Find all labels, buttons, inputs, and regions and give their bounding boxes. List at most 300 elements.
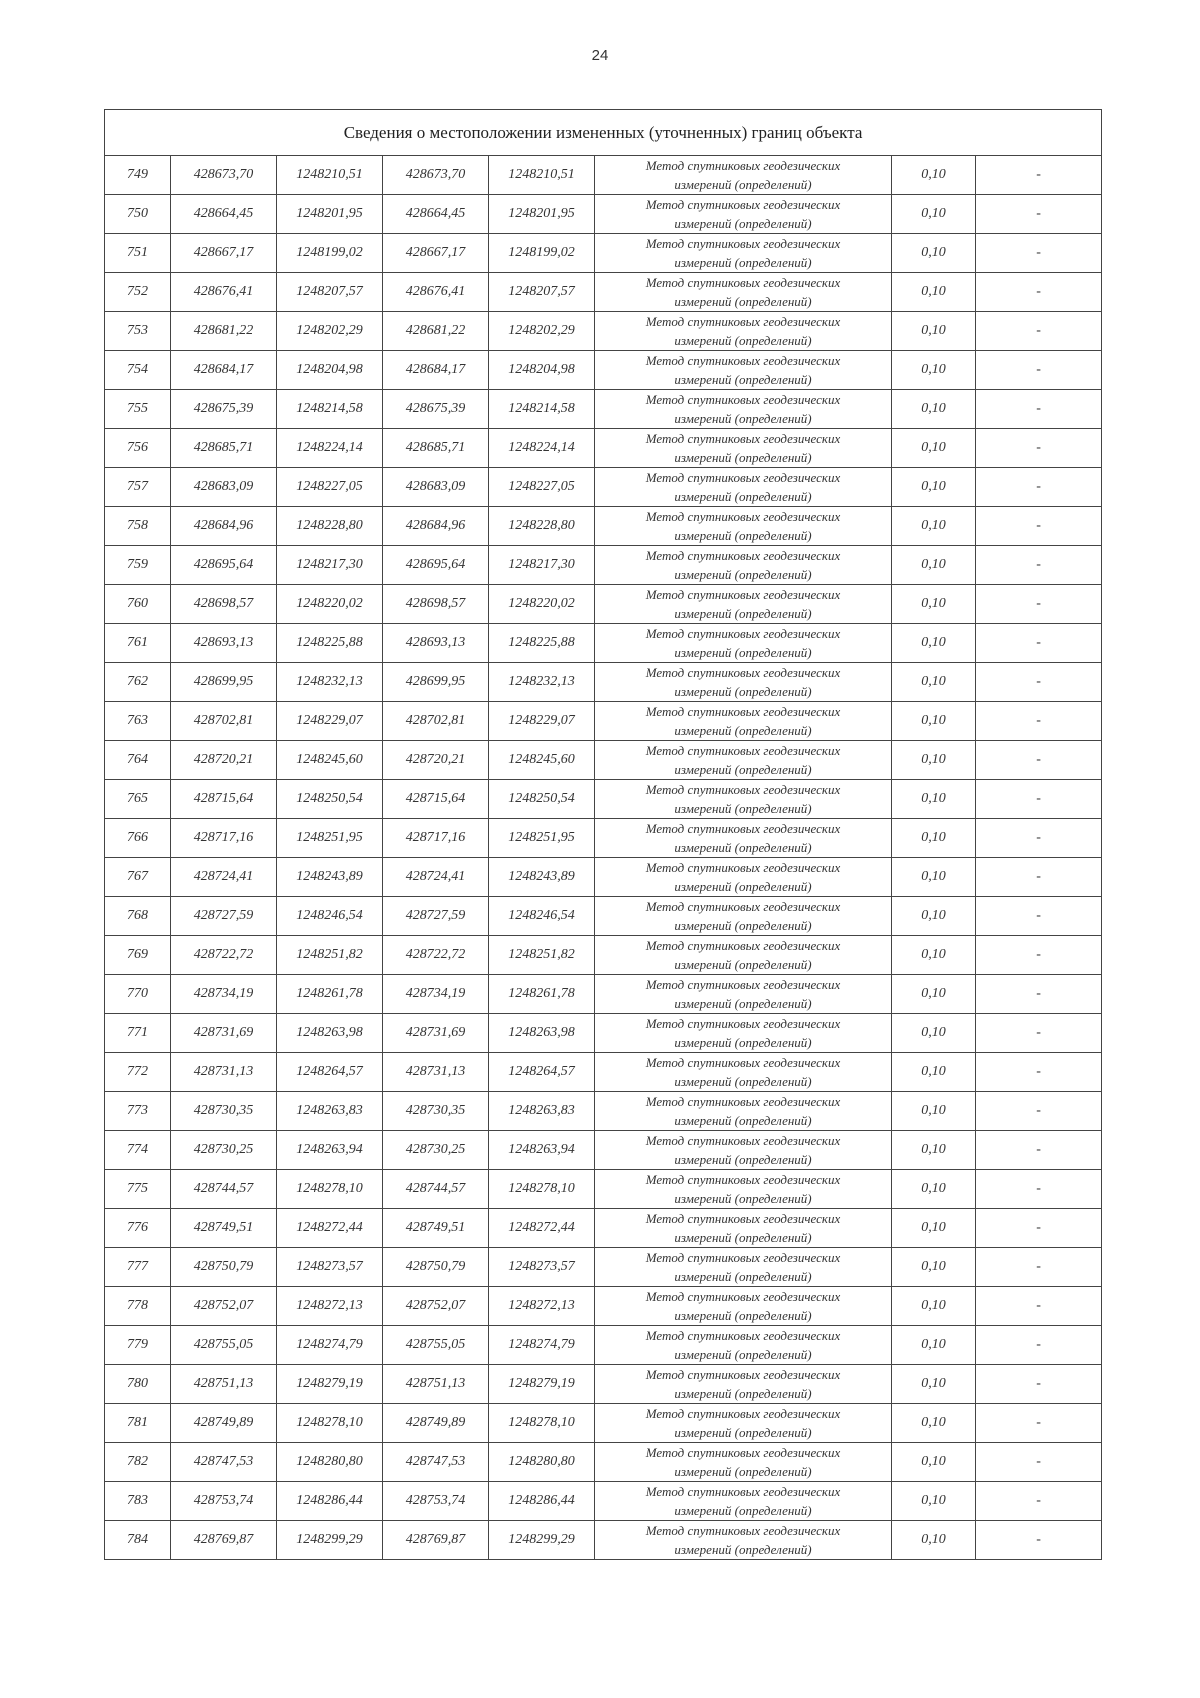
accuracy-cell: 0,10 bbox=[892, 858, 976, 897]
existing-x-cell: 428685,71 bbox=[171, 429, 277, 468]
description-cell: - bbox=[976, 1131, 1102, 1170]
new-y-cell: 1248263,94 bbox=[489, 1131, 595, 1170]
accuracy-cell: 0,10 bbox=[892, 1521, 976, 1560]
existing-x-cell: 428675,39 bbox=[171, 390, 277, 429]
method-cell bbox=[595, 1404, 892, 1443]
method-cell bbox=[595, 390, 892, 429]
existing-x-cell: 428730,25 bbox=[171, 1131, 277, 1170]
method-line-2: измерений (определений) bbox=[674, 1503, 812, 1518]
method-line-1: Метод спутниковых геодезических bbox=[645, 236, 841, 251]
method-line-2: измерений (определений) bbox=[674, 489, 812, 504]
boundary-coordinates-table bbox=[104, 109, 1102, 1560]
table-row bbox=[105, 1209, 1102, 1248]
point-number-cell: 754 bbox=[105, 351, 171, 390]
table-row bbox=[105, 156, 1102, 195]
method-line-2: измерений (определений) bbox=[674, 567, 812, 582]
point-number-cell: 771 bbox=[105, 1014, 171, 1053]
accuracy-cell: 0,10 bbox=[892, 1482, 976, 1521]
table-row bbox=[105, 936, 1102, 975]
table-row bbox=[105, 1365, 1102, 1404]
description-cell: - bbox=[976, 429, 1102, 468]
accuracy-cell: 0,10 bbox=[892, 1287, 976, 1326]
new-x-cell: 428695,64 bbox=[383, 546, 489, 585]
point-number-cell: 757 bbox=[105, 468, 171, 507]
point-number-cell: 770 bbox=[105, 975, 171, 1014]
point-number-cell: 765 bbox=[105, 780, 171, 819]
accuracy-cell: 0,10 bbox=[892, 1248, 976, 1287]
existing-y-cell: 1248214,58 bbox=[277, 390, 383, 429]
method-line-1: Метод спутниковых геодезических bbox=[645, 1172, 841, 1187]
description-cell: - bbox=[976, 1248, 1102, 1287]
existing-y-cell: 1248263,94 bbox=[277, 1131, 383, 1170]
new-x-cell: 428734,19 bbox=[383, 975, 489, 1014]
new-x-cell: 428673,70 bbox=[383, 156, 489, 195]
accuracy-cell: 0,10 bbox=[892, 897, 976, 936]
existing-x-cell: 428684,96 bbox=[171, 507, 277, 546]
method-line-1: Метод спутниковых геодезических bbox=[645, 1133, 841, 1148]
accuracy-cell: 0,10 bbox=[892, 1326, 976, 1365]
accuracy-cell: 0,10 bbox=[892, 975, 976, 1014]
table-row bbox=[105, 1014, 1102, 1053]
accuracy-cell: 0,10 bbox=[892, 507, 976, 546]
method-cell bbox=[595, 507, 892, 546]
method-cell bbox=[595, 468, 892, 507]
existing-y-cell: 1248245,60 bbox=[277, 741, 383, 780]
new-y-cell: 1248204,98 bbox=[489, 351, 595, 390]
method-cell bbox=[595, 1326, 892, 1365]
existing-x-cell: 428683,09 bbox=[171, 468, 277, 507]
description-cell: - bbox=[976, 858, 1102, 897]
point-number-cell: 761 bbox=[105, 624, 171, 663]
method-line-1: Метод спутниковых геодезических bbox=[645, 275, 841, 290]
new-x-cell: 428769,87 bbox=[383, 1521, 489, 1560]
point-number-cell: 767 bbox=[105, 858, 171, 897]
description-cell: - bbox=[976, 468, 1102, 507]
existing-y-cell: 1248232,13 bbox=[277, 663, 383, 702]
existing-x-cell: 428684,17 bbox=[171, 351, 277, 390]
new-x-cell: 428722,72 bbox=[383, 936, 489, 975]
existing-y-cell: 1248278,10 bbox=[277, 1404, 383, 1443]
method-line-2: измерений (определений) bbox=[674, 1347, 812, 1362]
table-row bbox=[105, 351, 1102, 390]
accuracy-cell: 0,10 bbox=[892, 195, 976, 234]
method-line-1: Метод спутниковых геодезических bbox=[645, 314, 841, 329]
method-line-2: измерений (определений) bbox=[674, 372, 812, 387]
method-cell bbox=[595, 351, 892, 390]
existing-x-cell: 428750,79 bbox=[171, 1248, 277, 1287]
method-line-1: Метод спутниковых геодезических bbox=[645, 548, 841, 563]
method-line-2: измерений (определений) bbox=[674, 333, 812, 348]
existing-y-cell: 1248229,07 bbox=[277, 702, 383, 741]
description-cell: - bbox=[976, 507, 1102, 546]
new-y-cell: 1248207,57 bbox=[489, 273, 595, 312]
accuracy-cell: 0,10 bbox=[892, 1014, 976, 1053]
point-number-cell: 768 bbox=[105, 897, 171, 936]
description-cell: - bbox=[976, 1053, 1102, 1092]
method-line-2: измерений (определений) bbox=[674, 255, 812, 270]
method-line-2: измерений (определений) bbox=[674, 957, 812, 972]
method-line-2: измерений (определений) bbox=[674, 411, 812, 426]
table-row bbox=[105, 624, 1102, 663]
existing-x-cell: 428730,35 bbox=[171, 1092, 277, 1131]
method-line-1: Метод спутниковых геодезических bbox=[645, 1367, 841, 1382]
table-row bbox=[105, 663, 1102, 702]
method-cell bbox=[595, 1209, 892, 1248]
existing-y-cell: 1248278,10 bbox=[277, 1170, 383, 1209]
table-row bbox=[105, 1482, 1102, 1521]
new-y-cell: 1248229,07 bbox=[489, 702, 595, 741]
existing-x-cell: 428755,05 bbox=[171, 1326, 277, 1365]
method-line-2: измерений (определений) bbox=[674, 879, 812, 894]
method-cell bbox=[595, 1248, 892, 1287]
new-x-cell: 428685,71 bbox=[383, 429, 489, 468]
method-line-2: измерений (определений) bbox=[674, 1386, 812, 1401]
point-number-cell: 774 bbox=[105, 1131, 171, 1170]
table-row bbox=[105, 273, 1102, 312]
table-row bbox=[105, 1521, 1102, 1560]
new-y-cell: 1248286,44 bbox=[489, 1482, 595, 1521]
existing-x-cell: 428753,74 bbox=[171, 1482, 277, 1521]
table-row bbox=[105, 585, 1102, 624]
existing-x-cell: 428699,95 bbox=[171, 663, 277, 702]
method-line-2: измерений (определений) bbox=[674, 1074, 812, 1089]
point-number-cell: 756 bbox=[105, 429, 171, 468]
accuracy-cell: 0,10 bbox=[892, 351, 976, 390]
existing-x-cell: 428720,21 bbox=[171, 741, 277, 780]
point-number-cell: 776 bbox=[105, 1209, 171, 1248]
description-cell: - bbox=[976, 1482, 1102, 1521]
new-y-cell: 1248261,78 bbox=[489, 975, 595, 1014]
existing-x-cell: 428667,17 bbox=[171, 234, 277, 273]
existing-x-cell: 428751,13 bbox=[171, 1365, 277, 1404]
new-x-cell: 428727,59 bbox=[383, 897, 489, 936]
new-y-cell: 1248263,98 bbox=[489, 1014, 595, 1053]
method-line-1: Метод спутниковых геодезических bbox=[645, 1016, 841, 1031]
method-line-2: измерений (определений) bbox=[674, 645, 812, 660]
accuracy-cell: 0,10 bbox=[892, 936, 976, 975]
method-cell bbox=[595, 975, 892, 1014]
point-number-cell: 780 bbox=[105, 1365, 171, 1404]
existing-y-cell: 1248201,95 bbox=[277, 195, 383, 234]
method-line-1: Метод спутниковых геодезических bbox=[645, 938, 841, 953]
new-x-cell: 428747,53 bbox=[383, 1443, 489, 1482]
new-x-cell: 428698,57 bbox=[383, 585, 489, 624]
method-cell bbox=[595, 624, 892, 663]
description-cell: - bbox=[976, 351, 1102, 390]
existing-y-cell: 1248263,98 bbox=[277, 1014, 383, 1053]
method-line-2: измерений (определений) bbox=[674, 1425, 812, 1440]
method-cell bbox=[595, 1521, 892, 1560]
existing-y-cell: 1248272,44 bbox=[277, 1209, 383, 1248]
method-cell bbox=[595, 156, 892, 195]
table-row bbox=[105, 975, 1102, 1014]
method-cell bbox=[595, 1443, 892, 1482]
table-row bbox=[105, 1170, 1102, 1209]
new-x-cell: 428750,79 bbox=[383, 1248, 489, 1287]
accuracy-cell: 0,10 bbox=[892, 1053, 976, 1092]
method-cell bbox=[595, 312, 892, 351]
method-cell bbox=[595, 1092, 892, 1131]
existing-y-cell: 1248220,02 bbox=[277, 585, 383, 624]
description-cell: - bbox=[976, 741, 1102, 780]
point-number-cell: 749 bbox=[105, 156, 171, 195]
accuracy-cell: 0,10 bbox=[892, 1092, 976, 1131]
new-y-cell: 1248273,57 bbox=[489, 1248, 595, 1287]
method-line-1: Метод спутниковых геодезических bbox=[645, 665, 841, 680]
method-line-1: Метод спутниковых геодезических bbox=[645, 1484, 841, 1499]
existing-x-cell: 428664,45 bbox=[171, 195, 277, 234]
new-y-cell: 1248279,19 bbox=[489, 1365, 595, 1404]
method-line-2: измерений (определений) bbox=[674, 528, 812, 543]
description-cell: - bbox=[976, 1404, 1102, 1443]
point-number-cell: 766 bbox=[105, 819, 171, 858]
new-x-cell: 428699,95 bbox=[383, 663, 489, 702]
method-line-2: измерений (определений) bbox=[674, 684, 812, 699]
accuracy-cell: 0,10 bbox=[892, 1365, 976, 1404]
existing-y-cell: 1248286,44 bbox=[277, 1482, 383, 1521]
method-cell bbox=[595, 819, 892, 858]
method-cell bbox=[595, 897, 892, 936]
table-row bbox=[105, 390, 1102, 429]
method-cell bbox=[595, 1014, 892, 1053]
method-line-2: измерений (определений) bbox=[674, 606, 812, 621]
accuracy-cell: 0,10 bbox=[892, 741, 976, 780]
description-cell: - bbox=[976, 702, 1102, 741]
accuracy-cell: 0,10 bbox=[892, 1209, 976, 1248]
method-line-1: Метод спутниковых геодезических bbox=[645, 1094, 841, 1109]
method-line-1: Метод спутниковых геодезических bbox=[645, 1211, 841, 1226]
existing-y-cell: 1248264,57 bbox=[277, 1053, 383, 1092]
existing-y-cell: 1248217,30 bbox=[277, 546, 383, 585]
new-y-cell: 1248278,10 bbox=[489, 1404, 595, 1443]
new-y-cell: 1248245,60 bbox=[489, 741, 595, 780]
method-line-2: измерений (определений) bbox=[674, 1542, 812, 1557]
accuracy-cell: 0,10 bbox=[892, 468, 976, 507]
method-cell bbox=[595, 1131, 892, 1170]
existing-y-cell: 1248227,05 bbox=[277, 468, 383, 507]
table-row bbox=[105, 429, 1102, 468]
existing-x-cell: 428734,19 bbox=[171, 975, 277, 1014]
new-y-cell: 1248201,95 bbox=[489, 195, 595, 234]
accuracy-cell: 0,10 bbox=[892, 234, 976, 273]
description-cell: - bbox=[976, 546, 1102, 585]
point-number-cell: 755 bbox=[105, 390, 171, 429]
existing-x-cell: 428681,22 bbox=[171, 312, 277, 351]
new-y-cell: 1248220,02 bbox=[489, 585, 595, 624]
point-number-cell: 764 bbox=[105, 741, 171, 780]
new-x-cell: 428693,13 bbox=[383, 624, 489, 663]
new-x-cell: 428731,13 bbox=[383, 1053, 489, 1092]
point-number-cell: 779 bbox=[105, 1326, 171, 1365]
table-row bbox=[105, 468, 1102, 507]
existing-x-cell: 428749,51 bbox=[171, 1209, 277, 1248]
method-line-1: Метод спутниковых геодезических bbox=[645, 821, 841, 836]
new-x-cell: 428684,17 bbox=[383, 351, 489, 390]
description-cell: - bbox=[976, 780, 1102, 819]
method-line-2: измерений (определений) bbox=[674, 294, 812, 309]
method-line-1: Метод спутниковых геодезических bbox=[645, 899, 841, 914]
table-row bbox=[105, 702, 1102, 741]
method-line-1: Метод спутниковых геодезических bbox=[645, 743, 841, 758]
method-line-1: Метод спутниковых геодезических bbox=[645, 704, 841, 719]
accuracy-cell: 0,10 bbox=[892, 390, 976, 429]
accuracy-cell: 0,10 bbox=[892, 156, 976, 195]
table-row bbox=[105, 780, 1102, 819]
new-y-cell: 1248210,51 bbox=[489, 156, 595, 195]
new-y-cell: 1248272,44 bbox=[489, 1209, 595, 1248]
description-cell: - bbox=[976, 1365, 1102, 1404]
table-row bbox=[105, 546, 1102, 585]
accuracy-cell: 0,10 bbox=[892, 546, 976, 585]
table-row bbox=[105, 234, 1102, 273]
existing-x-cell: 428731,69 bbox=[171, 1014, 277, 1053]
method-line-1: Метод спутниковых геодезических bbox=[645, 509, 841, 524]
new-x-cell: 428683,09 bbox=[383, 468, 489, 507]
method-line-1: Метод спутниковых геодезических bbox=[645, 977, 841, 992]
existing-y-cell: 1248261,78 bbox=[277, 975, 383, 1014]
existing-x-cell: 428698,57 bbox=[171, 585, 277, 624]
method-line-2: измерений (определений) bbox=[674, 762, 812, 777]
table-row bbox=[105, 1326, 1102, 1365]
existing-x-cell: 428727,59 bbox=[171, 897, 277, 936]
method-line-2: измерений (определений) bbox=[674, 1269, 812, 1284]
table-row bbox=[105, 507, 1102, 546]
existing-x-cell: 428752,07 bbox=[171, 1287, 277, 1326]
method-line-1: Метод спутниковых геодезических bbox=[645, 392, 841, 407]
existing-y-cell: 1248280,80 bbox=[277, 1443, 383, 1482]
new-y-cell: 1248246,54 bbox=[489, 897, 595, 936]
existing-x-cell: 428769,87 bbox=[171, 1521, 277, 1560]
existing-y-cell: 1248251,82 bbox=[277, 936, 383, 975]
existing-x-cell: 428715,64 bbox=[171, 780, 277, 819]
existing-y-cell: 1248274,79 bbox=[277, 1326, 383, 1365]
table-row bbox=[105, 195, 1102, 234]
new-y-cell: 1248202,29 bbox=[489, 312, 595, 351]
description-cell: - bbox=[976, 663, 1102, 702]
description-cell: - bbox=[976, 936, 1102, 975]
accuracy-cell: 0,10 bbox=[892, 1404, 976, 1443]
point-number-cell: 762 bbox=[105, 663, 171, 702]
new-x-cell: 428753,74 bbox=[383, 1482, 489, 1521]
new-y-cell: 1248264,57 bbox=[489, 1053, 595, 1092]
description-cell: - bbox=[976, 1092, 1102, 1131]
table-row bbox=[105, 312, 1102, 351]
method-cell bbox=[595, 663, 892, 702]
existing-y-cell: 1248202,29 bbox=[277, 312, 383, 351]
table-row bbox=[105, 1443, 1102, 1482]
method-line-1: Метод спутниковых геодезических bbox=[645, 1289, 841, 1304]
method-line-1: Метод спутниковых геодезических bbox=[645, 1445, 841, 1460]
method-line-1: Метод спутниковых геодезических bbox=[645, 1523, 841, 1538]
method-cell bbox=[595, 429, 892, 468]
accuracy-cell: 0,10 bbox=[892, 273, 976, 312]
existing-y-cell: 1248279,19 bbox=[277, 1365, 383, 1404]
method-line-1: Метод спутниковых геодезических bbox=[645, 626, 841, 641]
new-y-cell: 1248225,88 bbox=[489, 624, 595, 663]
point-number-cell: 775 bbox=[105, 1170, 171, 1209]
method-line-1: Метод спутниковых геодезических bbox=[645, 470, 841, 485]
table-row bbox=[105, 1092, 1102, 1131]
new-x-cell: 428720,21 bbox=[383, 741, 489, 780]
existing-y-cell: 1248199,02 bbox=[277, 234, 383, 273]
existing-x-cell: 428702,81 bbox=[171, 702, 277, 741]
new-y-cell: 1248228,80 bbox=[489, 507, 595, 546]
existing-x-cell: 428744,57 bbox=[171, 1170, 277, 1209]
page-number: 24 bbox=[591, 47, 609, 64]
new-x-cell: 428730,35 bbox=[383, 1092, 489, 1131]
method-cell bbox=[595, 1482, 892, 1521]
accuracy-cell: 0,10 bbox=[892, 429, 976, 468]
new-x-cell: 428744,57 bbox=[383, 1170, 489, 1209]
description-cell: - bbox=[976, 897, 1102, 936]
existing-y-cell: 1248272,13 bbox=[277, 1287, 383, 1326]
existing-x-cell: 428676,41 bbox=[171, 273, 277, 312]
method-line-2: измерений (определений) bbox=[674, 1308, 812, 1323]
existing-x-cell: 428673,70 bbox=[171, 156, 277, 195]
accuracy-cell: 0,10 bbox=[892, 1443, 976, 1482]
existing-y-cell: 1248246,54 bbox=[277, 897, 383, 936]
new-y-cell: 1248263,83 bbox=[489, 1092, 595, 1131]
accuracy-cell: 0,10 bbox=[892, 819, 976, 858]
existing-x-cell: 428722,72 bbox=[171, 936, 277, 975]
description-cell: - bbox=[976, 624, 1102, 663]
new-x-cell: 428681,22 bbox=[383, 312, 489, 351]
method-line-2: измерений (определений) bbox=[674, 216, 812, 231]
description-cell: - bbox=[976, 1209, 1102, 1248]
method-line-2: измерений (определений) bbox=[674, 723, 812, 738]
new-x-cell: 428751,13 bbox=[383, 1365, 489, 1404]
method-line-2: измерений (определений) bbox=[674, 1113, 812, 1128]
accuracy-cell: 0,10 bbox=[892, 624, 976, 663]
method-line-1: Метод спутниковых геодезических bbox=[645, 1406, 841, 1421]
new-y-cell: 1248227,05 bbox=[489, 468, 595, 507]
existing-y-cell: 1248225,88 bbox=[277, 624, 383, 663]
table-row bbox=[105, 1404, 1102, 1443]
new-x-cell: 428730,25 bbox=[383, 1131, 489, 1170]
method-line-1: Метод спутниковых геодезических bbox=[645, 1250, 841, 1265]
new-x-cell: 428731,69 bbox=[383, 1014, 489, 1053]
method-line-1: Метод спутниковых геодезических bbox=[645, 860, 841, 875]
accuracy-cell: 0,10 bbox=[892, 780, 976, 819]
new-y-cell: 1248199,02 bbox=[489, 234, 595, 273]
description-cell: - bbox=[976, 195, 1102, 234]
existing-y-cell: 1248263,83 bbox=[277, 1092, 383, 1131]
method-cell bbox=[595, 741, 892, 780]
new-y-cell: 1248217,30 bbox=[489, 546, 595, 585]
existing-x-cell: 428749,89 bbox=[171, 1404, 277, 1443]
method-line-2: измерений (определений) bbox=[674, 450, 812, 465]
method-cell bbox=[595, 702, 892, 741]
description-cell: - bbox=[976, 1287, 1102, 1326]
new-y-cell: 1248274,79 bbox=[489, 1326, 595, 1365]
new-x-cell: 428667,17 bbox=[383, 234, 489, 273]
method-line-1: Метод спутниковых геодезических bbox=[645, 353, 841, 368]
description-cell: - bbox=[976, 312, 1102, 351]
point-number-cell: 781 bbox=[105, 1404, 171, 1443]
method-line-2: измерений (определений) bbox=[674, 918, 812, 933]
existing-x-cell: 428747,53 bbox=[171, 1443, 277, 1482]
new-y-cell: 1248214,58 bbox=[489, 390, 595, 429]
method-cell bbox=[595, 585, 892, 624]
point-number-cell: 783 bbox=[105, 1482, 171, 1521]
accuracy-cell: 0,10 bbox=[892, 585, 976, 624]
description-cell: - bbox=[976, 1170, 1102, 1209]
method-cell bbox=[595, 858, 892, 897]
table-row bbox=[105, 1287, 1102, 1326]
method-line-1: Метод спутниковых геодезических bbox=[645, 1328, 841, 1343]
description-cell: - bbox=[976, 1443, 1102, 1482]
table-body bbox=[105, 110, 1102, 1560]
